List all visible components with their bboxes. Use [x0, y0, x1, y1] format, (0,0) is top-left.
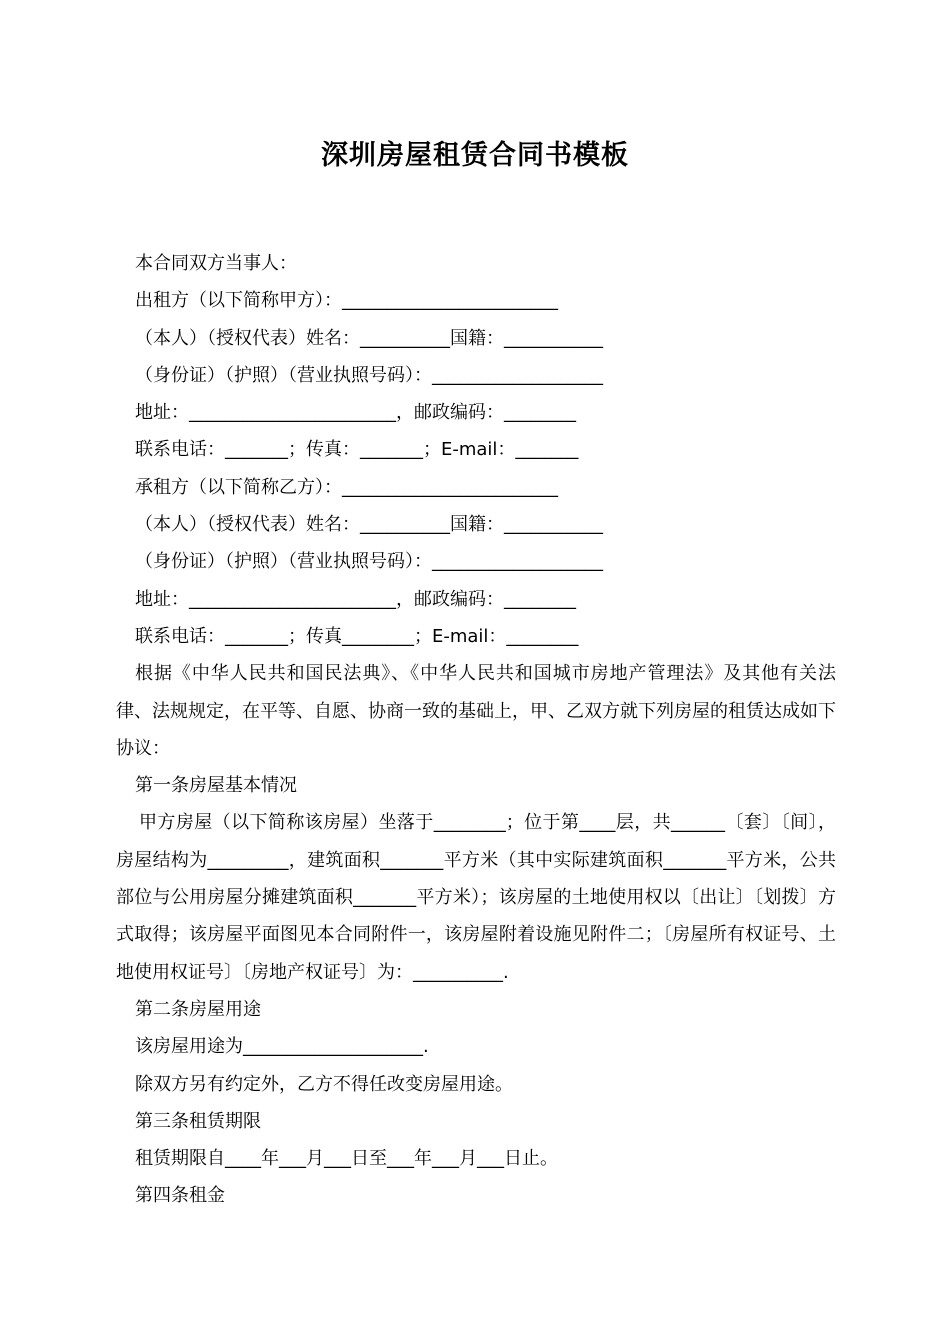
lessee-line: 承租方（以下简称乙方）：________________________: [135, 476, 558, 498]
article-2-restriction-line: 除双方另有约定外，乙方不得任改变房屋用途。: [135, 1073, 513, 1095]
lessee-contact-line: 联系电话：_______；传真________；E-mail：________: [135, 625, 579, 647]
lessee-name-line: （本人）（授权代表）姓名：__________国籍：___________: [135, 514, 603, 536]
parties-intro: 本合同双方当事人：: [135, 253, 297, 274]
lessor-id-line: （身份证）（护照）（营业执照号码）：___________________: [135, 364, 603, 386]
article-3-heading: 第三条租赁期限: [135, 1110, 261, 1132]
lessor-contact-line: 联系电话：_______；传真：_______；E-mail：_______: [135, 439, 579, 461]
lessee-id-line: （身份证）（护照）（营业执照号码）：___________________: [135, 551, 603, 573]
article-2-heading: 第二条房屋用途: [135, 998, 261, 1020]
document-title: 深圳房屋租赁合同书模板: [321, 140, 629, 171]
lessee-address-line: 地址：_______________________，邮政编码：________: [135, 588, 576, 610]
lessor-address-line: 地址：_______________________，邮政编码：________: [135, 402, 576, 424]
lessor-name-line: （本人）（授权代表）姓名：__________国籍：___________: [135, 327, 603, 349]
article-1-heading: 第一条房屋基本情况: [135, 775, 297, 797]
article-3-term-line: 租赁期限自____年___月___日至___年___月___日止。: [135, 1148, 558, 1170]
article-4-heading: 第四条租金: [135, 1185, 225, 1207]
lessor-line: 出租方（以下简称甲方）：________________________: [135, 290, 558, 312]
document-body: [116, 245, 836, 1215]
basis-paragraph: 根据《中华人民共和国民法典》、《中华人民共和国城市房地产管理法》及其他有关法律、法规规定，在平等、自愿、协商一致的基础上，甲、乙双方就下列房屋的租赁达成如下协议：: [116, 663, 836, 759]
article-1-paragraph: 甲方房屋（以下简称该房屋）坐落于________；位于第____层，共______〔套〕〔间〕，房屋结构为_________，建筑面积_______平方米（其中实际建筑面积_______平方米，公共部位与公用房屋分摊建筑面积_______平方米）；该房屋的土地使用权以〔出让〕〔划拨〕方式取得；该房屋平面图见本合同附件一，该房屋附着设施见附件二；〔房屋所有权证号、土地使用权证号〕〔房地产权证号〕为：__________.: [116, 812, 836, 983]
article-2-use-line: 该房屋用途为____________________.: [135, 1036, 429, 1058]
